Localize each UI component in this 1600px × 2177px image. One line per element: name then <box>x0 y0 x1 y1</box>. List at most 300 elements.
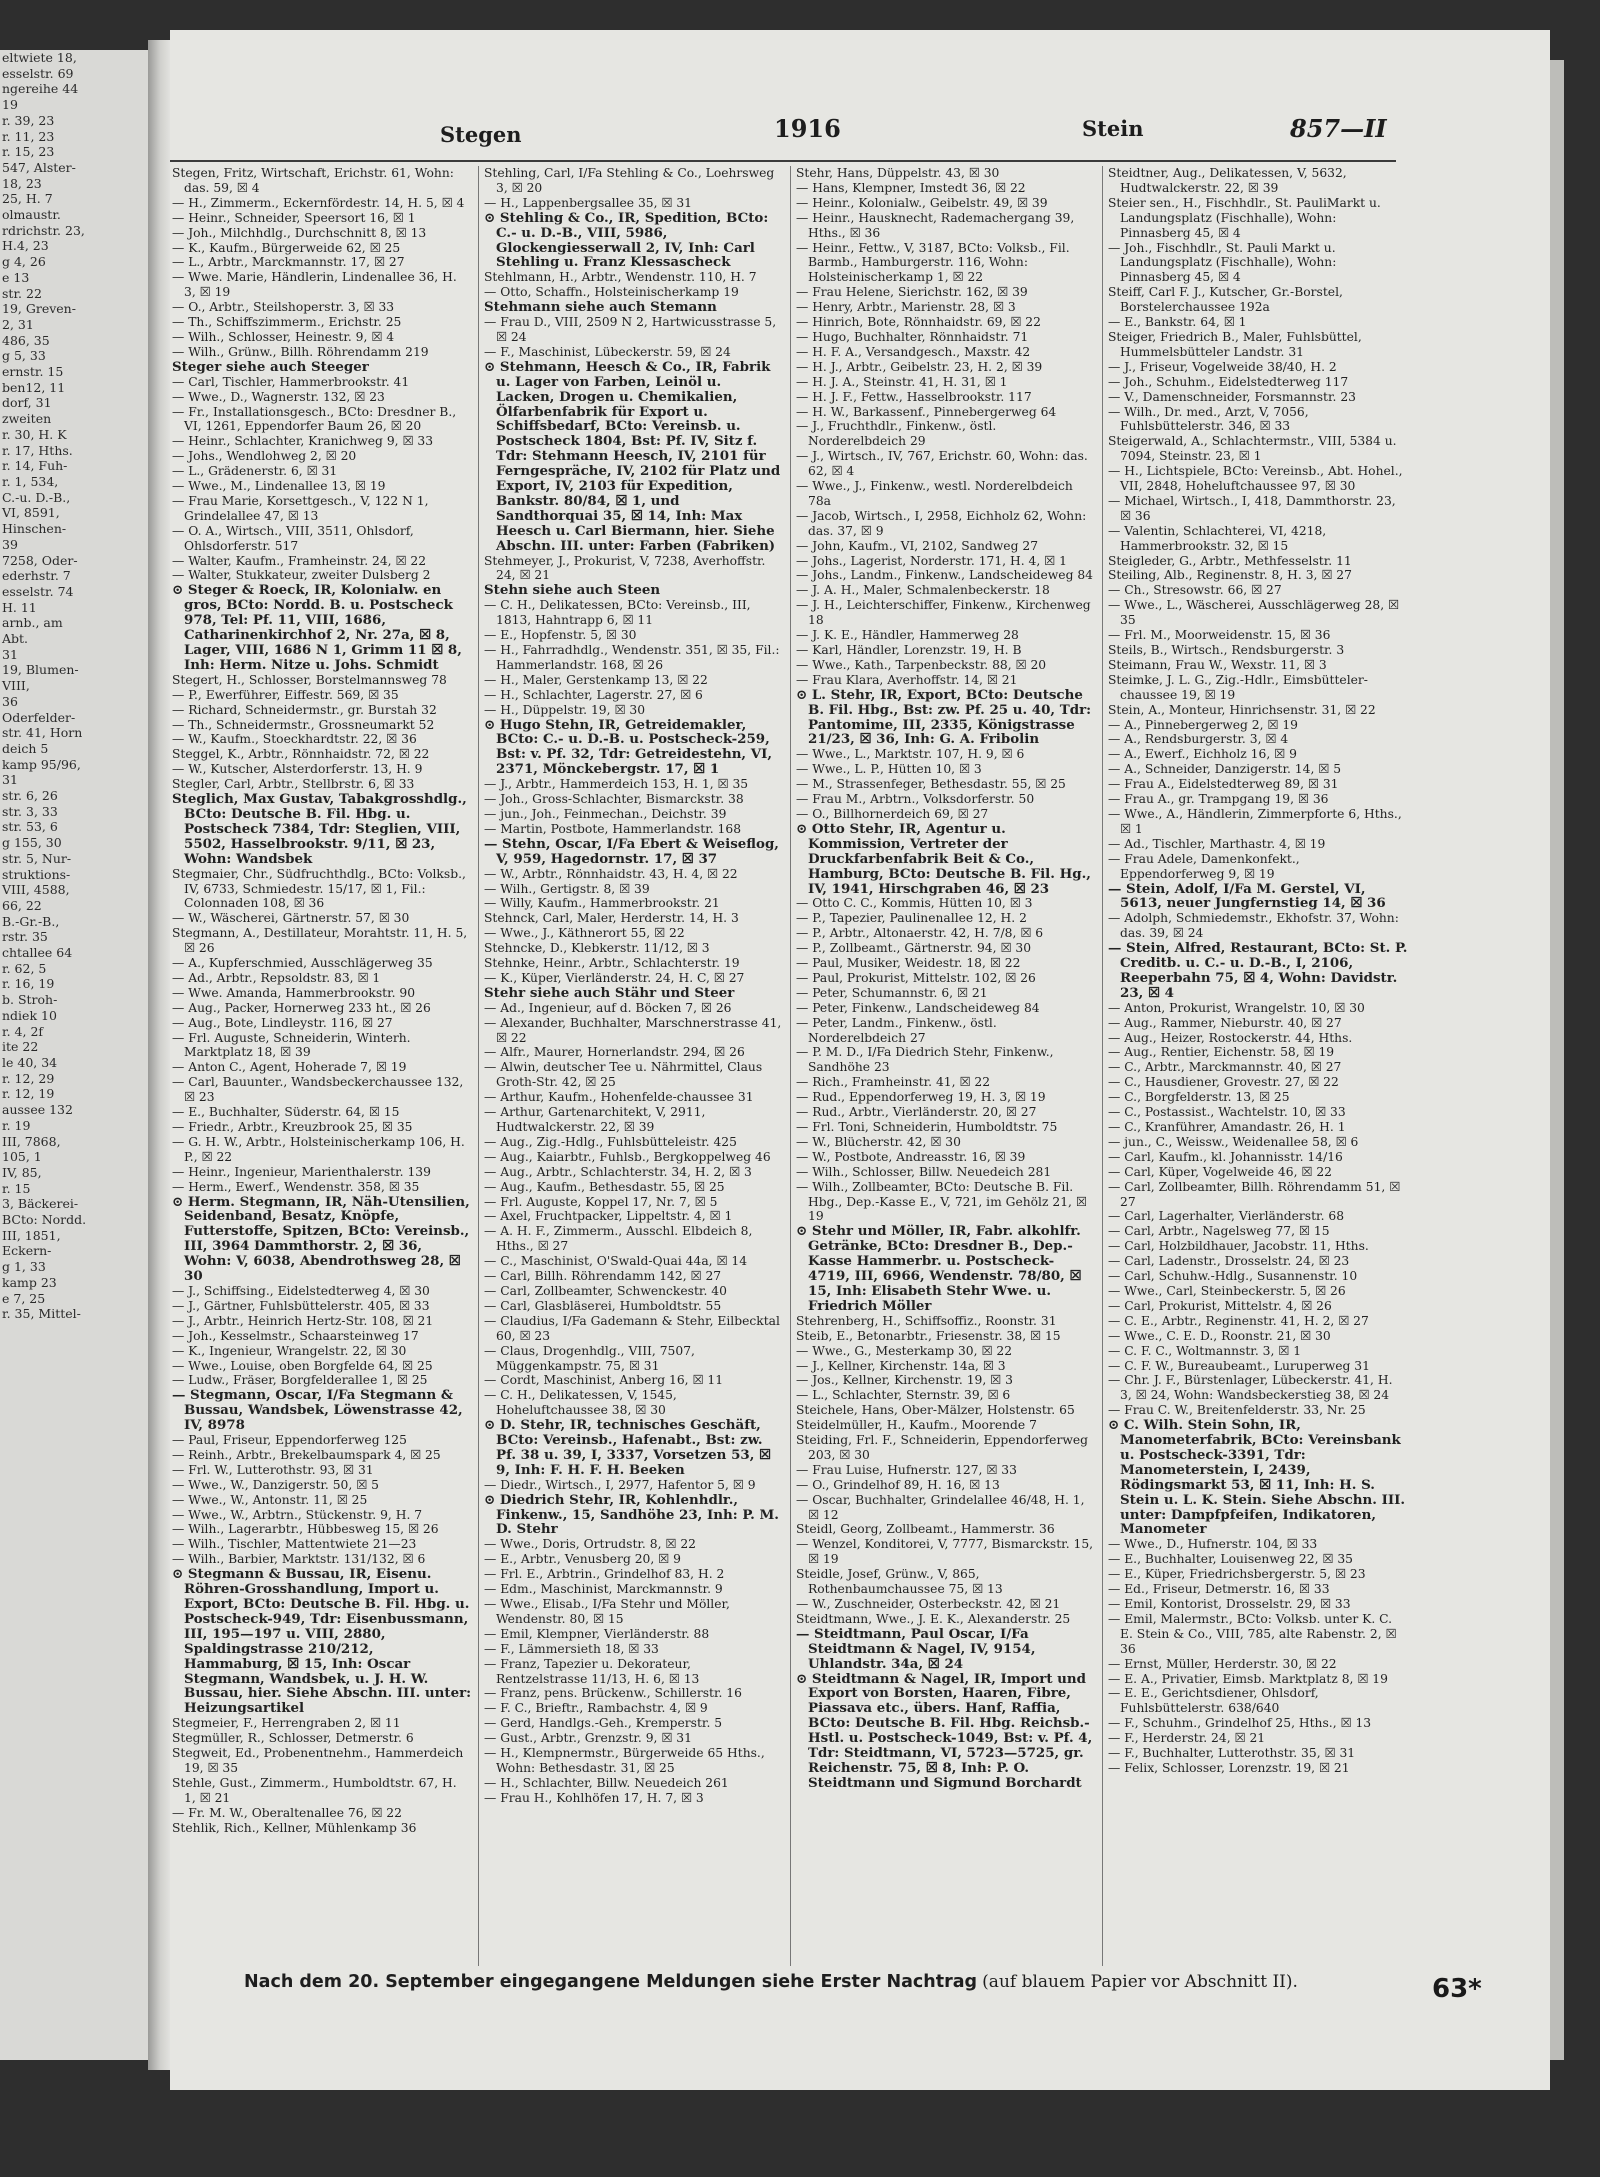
directory-entry: — J. A. H., Maler, Schmalenbeckerstr. 18 <box>796 583 1050 598</box>
directory-entry: — Wwe., Carl, Steinbeckerstr. 5, ☒ 26 <box>1108 1283 1346 1298</box>
directory-entry: Stehle, Gust., Zimmerm., Humboldtstr. 67, H. 1, ☒ 21 <box>172 1775 457 1805</box>
left-page-line: 66, 22 <box>2 897 42 913</box>
directory-entry: ⊙ C. Wilh. Stein Sohn, IR, Manometerfabrik, BCto: Vereinsbank u. Postscheck-3391, Tdr: Manometerstein, I, 2439, Rödingsmarkt 53, ☒ 11, Inh: H. S. Stein u. L. K. Stein. Siehe Abschn. III. unter: Dampfpfeifen, Indikatoren, Manometer <box>1108 1417 1406 1538</box>
left-page-line: str. 53, 6 <box>2 819 58 835</box>
directory-entry: — C. F. W., Bureaubeamt., Luruperweg 31 <box>1108 1358 1370 1373</box>
directory-entry: — Wilh., Grünw., Billh. Röhrendamm 219 <box>172 344 429 359</box>
left-page-line: 547, Alster- <box>2 159 76 175</box>
column-divider <box>1102 166 1103 1966</box>
directory-entry: Steib, E., Betonarbtr., Friesenstr. 38, ☒ 15 <box>796 1328 1061 1343</box>
directory-entry: — Franz, Tapezier u. Dekorateur, Rentzelstrasse 11/13, H. 6, ☒ 13 <box>484 1656 700 1686</box>
directory-entry: — E., Bankstr. 64, ☒ 1 <box>1108 315 1247 330</box>
directory-entry: — Carl, Ladenstr., Drosselstr. 24, ☒ 23 <box>1108 1254 1350 1269</box>
directory-entry: ⊙ Diedrich Stehr, IR, Kohlenhdlr., Finkenw., 15, Sandhöhe 23, Inh: P. M. D. Stehr <box>484 1491 779 1538</box>
directory-entry: Stegmann, A., Destillateur, Morahtstr. 11, H. 5, ☒ 26 <box>172 926 468 956</box>
directory-entry: — Aug., Kaufm., Bethesdastr. 55, ☒ 25 <box>484 1179 725 1194</box>
directory-entry: — Carl, Arbtr., Nagelsweg 77, ☒ 15 <box>1108 1224 1330 1239</box>
directory-entry: — F., Maschinist, Lübeckerstr. 59, ☒ 24 <box>484 344 731 359</box>
directory-entry: — Wwe., W., Danzigerstr. 50, ☒ 5 <box>172 1477 379 1492</box>
directory-entry: — Alfr., Maurer, Hornerlandstr. 294, ☒ 26 <box>484 1045 745 1060</box>
left-page-line: BCto: Nordd. <box>2 1212 87 1228</box>
directory-entry: Steimke, J. L. G., Zig.-Hdlr., Eimsbütteler-chaussee 19, ☒ 19 <box>1108 672 1368 702</box>
left-page-line: 31 <box>2 772 18 788</box>
directory-entry: ⊙ Stehmann, Heesch & Co., IR, Fabrik u. Lager von Farben, Leinöl u. Lacken, Drogen u. Chemikalien, Ölfarbenfabrik für Export u. Schiffsbedarf, BCto: Vereinsb. u. Postscheck 1804, Bst: Pf. IV, Sitz f. Tdr: Stehmann Heesch, IV, 2101 für Ferngespräche, IV, 2102 für Platz und Export, IV, 2103 für Expedition, Bankstr. 80/84, ☒ 1, und Sandthorquai 35, ☒ 14, Inh: Max Heesch u. Carl Biermann, hier. Siehe Abschn. III. unter: Farben (Fabriken) <box>484 358 781 554</box>
directory-entry: — C. E., Arbtr., Reginenstr. 41, H. 2, ☒ 27 <box>1108 1313 1369 1328</box>
directory-entry: — jun., C., Weissw., Weidenallee 58, ☒ 6 <box>1108 1134 1359 1149</box>
directory-entry: — Walter, Stukkateur, zweiter Dulsberg 2 <box>172 568 431 583</box>
directory-entry: — Wwe., L., Marktstr. 107, H. 9, ☒ 6 <box>796 747 1025 762</box>
directory-entry: Stehr, Hans, Düppelstr. 43, ☒ 30 <box>796 166 1000 180</box>
directory-entry: Steigerwald, A., Schlachtermstr., VIII, 5384 u. 7094, Steinstr. 23, ☒ 1 <box>1108 434 1397 464</box>
left-page-line: ndiek 10 <box>2 1007 57 1023</box>
directory-entry: — J., Schiffsing., Eidelstedterweg 4, ☒ 30 <box>172 1283 430 1298</box>
left-page-line: b. Stroh- <box>2 992 58 1008</box>
directory-entry: — Friedr., Arbtr., Kreuzbrook 25, ☒ 35 <box>172 1120 413 1134</box>
left-page-line: rstr. 35 <box>2 929 48 945</box>
directory-entry: — W., Blücherstr. 42, ☒ 30 <box>796 1134 961 1149</box>
left-page-line: B.-Gr.-B., <box>2 913 60 929</box>
directory-entry: — G. H. W., Arbtr., Holsteinischerkamp 106, H. P., ☒ 22 <box>172 1134 465 1164</box>
directory-entry: — Wwe., Elisab., I/Fa Stehr und Möller, Wendenstr. 80, ☒ 15 <box>484 1597 730 1626</box>
directory-entry: — Anton C., Agent, Hoherade 7, ☒ 19 <box>172 1060 407 1075</box>
directory-entry: — Henry, Arbtr., Marienstr. 28, ☒ 3 <box>796 300 1016 315</box>
directory-entry: — H. J. A., Steinstr. 41, H. 31, ☒ 1 <box>796 374 1008 389</box>
directory-entry: — Carl, Zollbeamter, Schwenckestr. 40 <box>484 1283 727 1298</box>
left-page-line: esselstr. 69 <box>2 65 74 81</box>
column-1 <box>172 166 472 1966</box>
left-page-line: H. 11 <box>2 599 37 615</box>
directory-entry: — Aug., Kaiarbtr., Fuhlsb., Bergkoppelweg 46 <box>484 1149 771 1164</box>
footer-notice-text: Nach dem 20. September eingegangene Meldungen siehe Erster Nachtrag <box>244 1972 978 1992</box>
directory-entry: — E., Buchhalter, Louisenweg 22, ☒ 35 <box>1108 1552 1353 1567</box>
directory-entry: — Th., Schneidermstr., Grossneumarkt 52 <box>172 717 435 732</box>
directory-entry: — E., Arbtr., Venusberg 20, ☒ 9 <box>484 1552 681 1567</box>
directory-entry: — Wenzel, Konditorei, V, 7777, Bismarckstr. 15, ☒ 19 <box>796 1537 1094 1567</box>
left-page-line: kamp 95/96, <box>2 756 81 772</box>
directory-entry: ⊙ Hugo Stehn, IR, Getreidemakler, BCto: C.- u. D.-B. u. Postscheck-259, Bst: v. Pf. 32, Tdr: Getreidestehn, VI, 2371, Mönckebergstr. 17, ☒ 1 <box>484 716 773 778</box>
directory-entry: — Martin, Postbote, Hammerlandstr. 168 <box>484 821 742 836</box>
directory-entry: — W., Kutscher, Alsterdorferstr. 13, H. 9 <box>172 762 423 777</box>
directory-entry: — H., Schlachter, Lagerstr. 27, ☒ 6 <box>484 687 703 702</box>
directory-entry: — Peter, Landm., Finkenw., östl. Norderelbdeich 27 <box>796 1015 997 1045</box>
left-page-line: str. 22 <box>2 285 42 301</box>
directory-entry: — Joh., Fischhdlr., St. Pauli Markt u. Landungsplatz (Fischhalle), Wohn: Pinnasberg 45, ☒ 4 <box>1108 240 1337 285</box>
directory-entry: — Wwe., M., Lindenallee 13, ☒ 19 <box>172 479 386 494</box>
left-page-line: r. 17, Hths. <box>2 442 73 458</box>
directory-entry: — Frau Klara, Averhoffstr. 14, ☒ 21 <box>796 672 1018 687</box>
directory-entry: — Heinr., Ingenieur, Marienthalerstr. 139 <box>172 1164 431 1179</box>
directory-entry: — Fr., Installationsgesch., BCto: Dresdner B., VI, 1261, Eppendorfer Baum 26, ☒ 20 <box>172 404 457 434</box>
left-page-line: Abt. <box>2 631 29 647</box>
directory-entry: — Michael, Wirtsch., I, 418, Dammthorstr. 23, ☒ 36 <box>1108 493 1396 523</box>
left-page-line: ite 22 <box>2 1039 39 1055</box>
directory-entry: — Johs., Lagerist, Norderstr. 171, H. 4, ☒ 1 <box>796 553 1067 568</box>
column-3 <box>796 166 1096 1966</box>
directory-entry: Steidtmann, Wwe., J. E. K., Alexanderstr. 25 <box>796 1611 1071 1626</box>
directory-entry: ⊙ L. Stehr, IR, Export, BCto: Deutsche B. Fil. Hbg., Bst: zw. Pf. 25 u. 40, Tdr: Pantomime, III, 2335, Königstrasse 21/23, ☒ 36, Inh: G. A. Fribolin <box>796 686 1092 748</box>
directory-entry: — Th., Schiffszimmerm., Erichstr. 25 <box>172 315 402 330</box>
directory-entry: — Wilh., Schlosser, Heinestr. 9, ☒ 4 <box>172 329 395 344</box>
left-page-line: struktions- <box>2 866 71 882</box>
directory-entry: ⊙ Steger & Roeck, IR, Kolonialw. en gros, BCto: Nordd. B. u. Postscheck 978, Tel: Pf. 11, VIII, 1686, Catharinenkirchhof 2, Nr. 27a, ☒ 8, Lager, VIII, 1686 N 1, Grimm 11 ☒ 8, Inh: Herm. Nitze u. Johs. Schmidt <box>172 582 462 673</box>
directory-entry: — Gerd, Handlgs.-Geh., Kremperstr. 5 <box>484 1716 723 1731</box>
directory-entry: — Karl, Händler, Lorenzstr. 19, H. B <box>796 643 1022 657</box>
directory-entry: — H. F. A., Versandgesch., Maxstr. 42 <box>796 344 1031 359</box>
directory-entry: — H., Fahrradhdlg., Wendenstr. 351, ☒ 35, Fil.: Hammerlandstr. 168, ☒ 26 <box>484 643 780 672</box>
directory-entry: — O., Grindelhof 89, H. 16, ☒ 13 <box>796 1477 1000 1492</box>
directory-entry: — Reinh., Arbtr., Brekelbaumspark 4, ☒ 25 <box>172 1447 441 1462</box>
directory-entry: — Heinr., Schneider, Speersort 16, ☒ 1 <box>172 210 416 225</box>
page-edge <box>1550 60 1564 2060</box>
directory-entry: — Wwe., W., Arbtrn., Stückenstr. 9, H. 7 <box>172 1507 423 1522</box>
left-page-line: 36 <box>2 693 18 709</box>
directory-entry: — Walter, Kaufm., Framheinstr. 24, ☒ 22 <box>172 553 427 568</box>
directory-entry: — Aug., Rammer, Nieburstr. 40, ☒ 27 <box>1108 1015 1342 1030</box>
directory-entry: — H., Zimmerm., Eckernfördestr. 14, H. 5, ☒ 4 <box>172 195 465 210</box>
directory-entry: — C., Kranführer, Amandastr. 26, H. 1 <box>1108 1120 1346 1134</box>
directory-entry: — Hinrich, Bote, Rönnhaidstr. 69, ☒ 22 <box>796 315 1041 330</box>
directory-entry: — Wilh., Lagerarbtr., Hübbesweg 15, ☒ 26 <box>172 1522 439 1537</box>
directory-entry: — Wilh., Tischler, Mattentwiete 21—23 <box>172 1537 417 1552</box>
directory-entry: ⊙ Herm. Stegmann, IR, Näh-Utensilien, Seidenband, Besatz, Knöpfe, Futterstoffe, Spitzen, BCto: Vereinsb., III, 3964 Dammthorstr. 2, ☒ 36, Wohn: V, 6038, Abendrothsweg 28, ☒ 30 <box>172 1193 470 1285</box>
directory-entry: — O., Arbtr., Steilshoperstr. 3, ☒ 33 <box>172 300 395 315</box>
left-page-line: 486, 35 <box>2 332 50 348</box>
directory-entry: — H. J., Arbtr., Geibelstr. 23, H. 2, ☒ 39 <box>796 359 1043 374</box>
directory-entry: Steiff, Carl F. J., Kutscher, Gr.-Borstel, Borstelerchaussee 192a <box>1108 285 1343 315</box>
directory-entry: — Valentin, Schlachterei, VI, 4218, Hammerbrookstr. 32, ☒ 15 <box>1108 523 1327 553</box>
directory-entry: — Ed., Friseur, Detmerstr. 16, ☒ 33 <box>1108 1582 1330 1597</box>
directory-entry: — F., Buchhalter, Lutterothstr. 35, ☒ 31 <box>1108 1746 1356 1761</box>
directory-entry: — Wwe., J., Käthnerort 55, ☒ 22 <box>484 926 685 941</box>
directory-entry: — Frau Marie, Korsettgesch., V, 122 N 1, Grindelallee 47, ☒ 13 <box>172 493 429 523</box>
footer-notice-tail: (auf blauem Papier vor Abschnitt II). <box>982 1972 1298 1992</box>
left-page-line: ngereihe 44 <box>2 81 79 97</box>
directory-entry: — H., Lichtspiele, BCto: Vereinsb., Abt. Hohel., VII, 2848, Hoheluftchaussee 97, ☒ 30 <box>1108 464 1403 494</box>
directory-entry: — Chr. J. F., Bürstenlager, Lübeckerstr. 41, H. 3, ☒ 24, Wohn: Wandsbeckerstieg 38, ☒ 24 <box>1108 1373 1393 1403</box>
directory-entry: — Heinr., Schlachter, Kranichweg 9, ☒ 33 <box>172 434 434 449</box>
directory-entry: Stehmeyer, J., Prokurist, V, 7238, Averhoffstr. 24, ☒ 21 <box>484 553 766 583</box>
directory-entry: — Wilh., Gertigstr. 8, ☒ 39 <box>484 881 650 896</box>
directory-entry: — Aug., Zig.-Hdlg., Fuhlsbütteleistr. 425 <box>484 1134 737 1149</box>
directory-entry: — Stehn, Oscar, I/Fa Ebert & Weiseflog, V, 959, Hagedornstr. 17, ☒ 37 <box>484 835 779 867</box>
directory-entry: — E., Buchhalter, Süderstr. 64, ☒ 15 <box>172 1105 400 1120</box>
directory-entry: — W., Arbtr., Rönnhaidstr. 43, H. 4, ☒ 22 <box>484 866 738 881</box>
directory-entry: — Carl, Tischler, Hammerbrookstr. 41 <box>172 374 410 389</box>
directory-entry: Steglich, Max Gustav, Tabakgrosshdlg., BCto: Deutsche B. Fil. Hbg. u. Postscheck 7384, Tdr: Steglien, VIII, 5502, Hasselbrookstr. 9/11, ☒ 23, Wohn: Wandsbek <box>172 791 467 867</box>
header-rule <box>170 160 1396 162</box>
left-page-line: r. 11, 23 <box>2 128 55 144</box>
directory-entry: — J., Wirtsch., IV, 767, Erichstr. 60, Wohn: das. 62, ☒ 4 <box>796 449 1088 479</box>
directory-entry: — Wwe., Doris, Ortrudstr. 8, ☒ 22 <box>484 1537 696 1552</box>
directory-entry: Stehnck, Carl, Maler, Herderstr. 14, H. 3 <box>484 911 739 926</box>
directory-entry: — C., Maschinist, O'Swald-Quai 44a, ☒ 14 <box>484 1254 748 1269</box>
directory-entry: — Rud., Arbtr., Vierländerstr. 20, ☒ 27 <box>796 1105 1037 1120</box>
left-page-line: g 155, 30 <box>2 835 62 851</box>
directory-entry: Steiling, Alb., Reginenstr. 8, H. 3, ☒ 27 <box>1108 568 1352 583</box>
directory-entry: ⊙ D. Stehr, IR, technisches Geschäft, BCto: Vereinsb., Hafenabt., Bst: zw. Pf. 38 u. 39, I, 3337, Vorsetzen 53, ☒ 9, Inh: F. H. F. H. Beeken <box>484 1417 772 1478</box>
left-page-line: r. 62, 5 <box>2 960 47 976</box>
directory-entry: ⊙ Stehr und Möller, IR, Fabr. alkohlfr. Getränke, BCto: Dresdner B., Dep.-Kasse Hammerbr. u. Postscheck-4719, III, 6966, Wendenstr. 78/80, ☒ 15, Inh: Elisabeth Stehr Wwe. u. Friedrich Möller <box>796 1223 1082 1314</box>
directory-entry: Steidelmüller, H., Kaufm., Moorende 7 <box>796 1418 1037 1433</box>
directory-entry: Stegler, Carl, Arbtr., Stellbrstr. 6, ☒ 33 <box>172 777 415 792</box>
directory-entry: Steiding, Frl. F., Schneiderin, Eppendorferweg 203, ☒ 30 <box>796 1433 1089 1462</box>
directory-entry: — Wilh., Zollbeamter, BCto: Deutsche B. Fil. Hbg., Dep.-Kasse E., V, 721, im Gehölz 21, ☒ 19 <box>796 1179 1087 1224</box>
directory-entry: — Jos., Kellner, Kirchenstr. 19, ☒ 3 <box>796 1373 1013 1388</box>
directory-entry: — Oscar, Buchhalter, Grindelallee 46/48, H. 1, ☒ 12 <box>796 1492 1085 1522</box>
directory-entry: — Johs., Landm., Finkenw., Landscheideweg 84 <box>796 568 1093 583</box>
directory-entry: — Edm., Maschinist, Marckmannstr. 9 <box>484 1582 723 1597</box>
directory-entry: — Paul, Musiker, Weidestr. 18, ☒ 22 <box>796 956 1021 971</box>
directory-entry: — Wwe., J., Finkenw., westl. Norderelbdeich 78a <box>796 479 1073 508</box>
left-page-line: arnb., am <box>2 615 63 631</box>
directory-entry: — P., Tapezier, Paulinenallee 12, H. 2 <box>796 911 1027 926</box>
left-page-line: 105, 1 <box>2 1149 42 1165</box>
directory-entry: — J., Friseur, Vogelweide 38/40, H. 2 <box>1108 359 1337 374</box>
left-page-line: 2, 31 <box>2 316 34 332</box>
directory-entry: — A., Pinnebergerweg 2, ☒ 19 <box>1108 717 1298 732</box>
left-page-line: chtallee 64 <box>2 945 73 961</box>
left-page-line: esselstr. 74 <box>2 583 74 599</box>
directory-entry: — Arthur, Gartenarchitekt, V, 2911, Hudtwalckerstr. 22, ☒ 39 <box>484 1105 706 1134</box>
left-page-line: str. 5, Nur- <box>2 850 72 866</box>
left-page-line: III, 7868, <box>2 1133 61 1149</box>
directory-entry: — Peter, Finkenw., Landscheideweg 84 <box>796 1000 1040 1015</box>
directory-entry: — Wwe., D., Hufnerstr. 104, ☒ 33 <box>1108 1537 1318 1552</box>
left-page-line: r. 30, H. K <box>2 426 67 442</box>
directory-entry: Steichele, Hans, Ober-Mälzer, Holstenstr. 65 <box>796 1403 1075 1418</box>
directory-entry: — Wwe., L. P., Hütten 10, ☒ 3 <box>796 762 982 777</box>
directory-entry: — O., Billhornerdeich 69, ☒ 27 <box>796 806 989 821</box>
directory-entry: — W., Wäscherei, Gärtnerstr. 57, ☒ 30 <box>172 911 410 926</box>
directory-entry: — E., Küper, Friedrichsbergerstr. 5, ☒ 23 <box>1108 1567 1366 1582</box>
footer-notice <box>244 1972 1394 2012</box>
directory-entry: — Frau M., Arbtrn., Volksdorferstr. 50 <box>796 792 1035 807</box>
left-page-line: 39 <box>2 536 18 552</box>
directory-entry: Steggel, K., Arbtr., Rönnhaidstr. 72, ☒ 22 <box>172 747 430 762</box>
directory-entry: — J. K. E., Händler, Hammerweg 28 <box>796 628 1019 643</box>
directory-entry: — Carl, Billh. Röhrendamm 142, ☒ 27 <box>484 1269 722 1284</box>
directory-entry: — Paul, Prokurist, Mittelstr. 102, ☒ 26 <box>796 970 1036 985</box>
left-page-line: 25, H. 7 <box>2 191 53 207</box>
directory-entry: Stehling, Carl, I/Fa Stehling & Co., Loehrsweg 3, ☒ 20 <box>484 166 775 195</box>
directory-entry: Stegen, Fritz, Wirtschaft, Erichstr. 61, Wohn: das. 59, ☒ 4 <box>172 166 454 195</box>
directory-entry: — Emil, Malermstr., BCto: Volksb. unter K. C. E. Stein & Co., VIII, 785, alte Rabenstr. 2, ☒ 36 <box>1108 1611 1397 1656</box>
left-page-line: III, 1851, <box>2 1227 61 1243</box>
left-page-line: r. 1, 534, <box>2 473 59 489</box>
directory-entry: — Wwe. Amanda, Hammerbrookstr. 90 <box>172 985 416 1000</box>
left-page-line: r. 12, 19 <box>2 1086 55 1102</box>
directory-entry: — Diedr., Wirtsch., I, 2977, Hafentor 5, ☒ 9 <box>484 1477 756 1492</box>
left-page-line: g 1, 33 <box>2 1259 46 1275</box>
directory-entry: — Frau A., gr. Trampgang 19, ☒ 36 <box>1108 792 1329 807</box>
directory-entry: ⊙ Stegmann & Bussau, IR, Eisenu. Röhren-Grosshandlung, Import u. Export, BCto: Deutsche B. Fil. Hbg. u. Postscheck-949, Tdr: Eisenbussmann, III, 195—197 u. VIII, 2880, Spaldingstrasse 210/212, Hammaburg, ☒ 15, Inh: Oscar Stegmann, Wandsbek, u. J. H. W. Bussau, hier. Siehe Abschn. III. unter: Heizungsartikel <box>172 1566 472 1717</box>
directory-entry: — Wwe., W., Antonstr. 11, ☒ 25 <box>172 1492 368 1507</box>
directory-entry: — Adolph, Schmiedemstr., Ekhofstr. 37, Wohn: das. 39, ☒ 24 <box>1108 911 1399 941</box>
directory-entry: — Frl. Auguste, Schneiderin, Winterh. Marktplatz 18, ☒ 39 <box>172 1030 411 1060</box>
directory-entry: — Frl. Auguste, Koppel 17, Nr. 7, ☒ 5 <box>484 1194 718 1209</box>
directory-entry: — Rud., Eppendorferweg 19, H. 3, ☒ 19 <box>796 1090 1046 1105</box>
left-page-line: r. 35, Mittel- <box>2 1306 81 1322</box>
directory-entry: — Carl, Bauunter., Wandsbeckerchaussee 132, ☒ 23 <box>172 1075 464 1105</box>
directory-entry: — Stegmann, Oscar, I/Fa Stegmann & Bussau, Wandsbek, Löwenstrasse 42, IV, 8978 <box>172 1387 463 1434</box>
directory-entry: Stegweit, Ed., Probenentnehm., Hammerdeich 19, ☒ 35 <box>172 1746 464 1775</box>
directory-entry: — Cordt, Maschinist, Anberg 16, ☒ 11 <box>484 1373 724 1388</box>
directory-entry: — Carl, Prokurist, Mittelstr. 4, ☒ 26 <box>1108 1298 1332 1313</box>
left-page-line: rdrichstr. 23, <box>2 222 85 238</box>
directory-entry: — C., Postassist., Wachtelstr. 10, ☒ 33 <box>1108 1105 1346 1120</box>
directory-entry: — Wwe., Louise, oben Borgfelde 64, ☒ 25 <box>172 1358 433 1373</box>
directory-entry: ⊙ Steidtmann & Nagel, IR, Import und Export von Borsten, Haaren, Fibre, Piassava etc., übers. Hanf, Raffia, BCto: Deutsche B. Fil. Hbg. Reichsb.-Hstl. u. Postscheck-1049, Bst: v. Pf. 4, Tdr: Steidtmann, VI, 5723—5725, gr. Reichenstr. 75, ☒ 8, Inh: P. O. Steidtmann und Sigmund Borchardt <box>796 1670 1093 1791</box>
directory-entry: — Richard, Schneidermstr., gr. Burstah 32 <box>172 702 437 717</box>
left-page-line: deich 5 <box>2 740 49 756</box>
left-page-line: ben12, 11 <box>2 379 66 395</box>
directory-entry: — H., Lappenbergsallee 35, ☒ 31 <box>484 195 693 210</box>
directory-entry: — O. A., Wirtsch., VIII, 3511, Ohlsdorf, Ohlsdorferstr. 517 <box>172 523 414 553</box>
directory-entry: — Carl, Holzbildhauer, Jacobstr. 11, Hths. <box>1108 1239 1369 1254</box>
left-page-line: str. 6, 26 <box>2 788 58 804</box>
directory-entry: — F., Lämmersieth 18, ☒ 33 <box>484 1641 659 1656</box>
directory-entry: — A., Schneider, Danzigerstr. 14, ☒ 5 <box>1108 762 1342 777</box>
directory-entry: — J., Fruchthdlr., Finkenw., östl. Norderelbdeich 29 <box>796 419 997 449</box>
directory-entry: — Joh., Schuhm., Eidelstedterweg 117 <box>1108 374 1349 389</box>
directory-entry: — Stein, Alfred, Restaurant, BCto: St. P. Creditb. u. C.- u. D.-B., I, 2106, Reeperbahn 75, ☒ 4, Wohn: Davidstr. 23, ☒ 4 <box>1108 940 1408 1001</box>
directory-entry: — Herm., Ewerf., Wendenstr. 358, ☒ 35 <box>172 1179 420 1194</box>
directory-entry: — Claudius, I/Fa Gademann & Stehr, Eilbecktal 60, ☒ 23 <box>484 1313 780 1343</box>
left-page-line: Oderfelder- <box>2 709 76 725</box>
directory-entry: — F., Schuhm., Grindelhof 25, Hths., ☒ 13 <box>1108 1716 1372 1731</box>
directory-entry: — H., Maler, Gerstenkamp 13, ☒ 22 <box>484 672 708 687</box>
directory-entry: — P., Ewerführer, Eiffestr. 569, ☒ 35 <box>172 687 399 702</box>
directory-entry: — Frau Helene, Sierichstr. 162, ☒ 39 <box>796 285 1028 300</box>
directory-entry: Stehn siehe auch Steen <box>484 582 661 599</box>
directory-entry: — E., Hopfenstr. 5, ☒ 30 <box>484 628 637 643</box>
directory-entry: — Alwin, deutscher Tee u. Nährmittel, Claus Groth-Str. 42, ☒ 25 <box>484 1060 763 1090</box>
directory-entry: — Frl. W., Lutterothstr. 93, ☒ 31 <box>172 1462 374 1477</box>
directory-entry: — Ad., Ingenieur, auf d. Böcken 7, ☒ 26 <box>484 1000 732 1015</box>
directory-entry: — Aug., Heizer, Rostockerstr. 44, Hths. <box>1108 1030 1353 1045</box>
directory-entry: — Jacob, Wirtsch., I, 2958, Eichholz 62, Wohn: das. 37, ☒ 9 <box>796 508 1087 538</box>
left-page-line: Hinschen- <box>2 521 67 537</box>
left-page-line: Eckern- <box>2 1243 52 1259</box>
directory-entry: — Carl, Kaufm., kl. Johannisstr. 14/16 <box>1108 1149 1343 1164</box>
directory-entry: — K., Küper, Vierländerstr. 24, H. C, ☒ 27 <box>484 970 745 985</box>
directory-entry: — V., Damenschneider, Forsmannstr. 23 <box>1108 389 1356 404</box>
directory-entry: Steidl, Georg, Zollbeamt., Hammerstr. 36 <box>796 1522 1055 1537</box>
directory-entry: Steidtner, Aug., Delikatessen, V, 5632, Hudtwalckerstr. 22, ☒ 39 <box>1108 166 1347 195</box>
left-page-line: r. 15 <box>2 1180 31 1196</box>
left-page-line: H.4, 23 <box>2 238 49 254</box>
left-page-line: 18, 23 <box>2 175 42 191</box>
left-page-line: r. 16, 19 <box>2 976 55 992</box>
directory-entry: — Carl, Küper, Vogelweide 46, ☒ 22 <box>1108 1164 1332 1179</box>
directory-entry: — Aug., Rentier, Eichenstr. 58, ☒ 19 <box>1108 1045 1335 1060</box>
directory-entry: — C. H., Delikatessen, BCto: Vereinsb., III, 1813, Hahntrapp 6, ☒ 11 <box>484 598 751 628</box>
left-page-line: r. 19 <box>2 1117 31 1133</box>
directory-entry: — Carl, Lagerhalter, Vierländerstr. 68 <box>1108 1209 1345 1224</box>
directory-entry: ⊙ Otto Stehr, IR, Agentur u. Kommission, Vertreter der Druckfarbenfabrik Beit & Co., Hamburg, BCto: Deutsche B. Fil. Hg., IV, 1941, Hirschgraben 46, ☒ 23 <box>796 820 1091 897</box>
directory-entry: ⊙ Stehling & Co., IR, Spedition, BCto: C.- u. D.-B., VIII, 5986, Glockengiesserwall 2, IV, Inh: Carl Stehling u. Franz Klessascheck <box>484 209 769 271</box>
left-page-line: 19 <box>2 97 18 113</box>
directory-entry: — H., Düppelstr. 19, ☒ 30 <box>484 702 646 717</box>
directory-entry: — Wilh., Barbier, Marktstr. 131/132, ☒ 6 <box>172 1552 426 1567</box>
directory-entry: — W., Postbote, Andreasstr. 16, ☒ 39 <box>796 1149 1026 1164</box>
directory-entry: — Emil, Klempner, Vierländerstr. 88 <box>484 1626 710 1641</box>
left-page-line: VIII, <box>2 678 30 694</box>
directory-entry: — W., Kaufm., Stoeckhardtstr. 22, ☒ 36 <box>172 732 417 747</box>
directory-entry: — Wwe., D., Wagnerstr. 132, ☒ 23 <box>172 389 385 404</box>
left-page-line: ederhstr. 7 <box>2 568 71 584</box>
directory-entry: — Wwe. Marie, Händlerin, Lindenallee 36, H. 3, ☒ 19 <box>172 270 457 300</box>
left-page-line: 3, Bäckerei- <box>2 1196 79 1212</box>
directory-entry: — P., Zollbeamt., Gärtnerstr. 94, ☒ 30 <box>796 941 1032 956</box>
directory-entry: — Wilh., Schlosser, Billw. Neuedeich 281 <box>796 1164 1052 1179</box>
page-header <box>170 112 1550 156</box>
directory-entry: — Alexander, Buchhalter, Marschnerstrasse 41, ☒ 22 <box>484 1015 782 1045</box>
directory-entry: — Frau D., VIII, 2509 N 2, Hartwicusstrasse 5, ☒ 24 <box>484 315 777 344</box>
directory-entry: — Ad., Tischler, Marthastr. 4, ☒ 19 <box>1108 836 1326 851</box>
directory-entry: — A., Ewerf., Eichholz 16, ☒ 9 <box>1108 747 1297 762</box>
sheet-number: 63* <box>1432 1974 1482 2004</box>
left-page-fragment <box>0 50 148 2060</box>
directory-entry: — F. C., Brieftr., Rambachstr. 4, ☒ 9 <box>484 1701 708 1716</box>
directory-entry: — C. H., Delikatessen, V, 1545, Hoheluftchaussee 38, ☒ 30 <box>484 1388 677 1418</box>
book-gutter <box>148 40 170 2070</box>
directory-entry: — Anton, Prokurist, Wrangelstr. 10, ☒ 30 <box>1108 1000 1365 1015</box>
directory-entry: — E. A., Privatier, Eimsb. Marktplatz 8, ☒ 19 <box>1108 1671 1388 1686</box>
directory-entry: Steiger, Friedrich B., Maler, Fuhlsbüttel, Hummelsbütteler Landstr. 31 <box>1108 329 1362 359</box>
directory-entry: — Frau Adele, Damenkonfekt., Eppendorferweg 9, ☒ 19 <box>1108 851 1300 881</box>
column-4 <box>1108 166 1408 1966</box>
left-page-line: 31 <box>2 646 18 662</box>
directory-entry: Stehr siehe auch Stähr und Steer <box>484 984 735 1001</box>
directory-entry: — Axel, Fruchtpacker, Lippeltstr. 4, ☒ 1 <box>484 1209 733 1224</box>
directory-entry: — Wwe., G., Mesterkamp 30, ☒ 22 <box>796 1343 1013 1358</box>
directory-entry: — John, Kaufm., VI, 2102, Sandweg 27 <box>796 538 1039 553</box>
directory-entry: — Gust., Arbtr., Grenzstr. 9, ☒ 31 <box>484 1731 692 1746</box>
directory-entry: — K., Ingenieur, Wrangelstr. 22, ☒ 30 <box>172 1343 407 1358</box>
directory-entry: — Wwe., Kath., Tarpenbeckstr. 88, ☒ 20 <box>796 657 1047 672</box>
directory-entry: — Carl, Schuhw.-Hdlg., Susannenstr. 10 <box>1108 1269 1358 1284</box>
directory-entry: — Heinr., Kolonialw., Geibelstr. 49, ☒ 39 <box>796 195 1048 210</box>
directory-entry: — Frau A., Eidelstedterweg 89, ☒ 31 <box>1108 777 1339 792</box>
header-year: 1916 <box>774 114 841 143</box>
directory-entry: — L., Arbtr., Marckmannstr. 17, ☒ 27 <box>172 255 405 270</box>
directory-entry: — Aug., Bote, Lindleystr. 116, ☒ 27 <box>172 1015 393 1030</box>
left-page-line: r. 15, 23 <box>2 144 55 160</box>
left-page-line: C.-u. D.-B., <box>2 489 71 505</box>
directory-entry: — A., Rendsburgerstr. 3, ☒ 4 <box>1108 732 1289 747</box>
directory-entry: Steger siehe auch Steeger <box>172 358 369 375</box>
directory-entry: — P. M. D., I/Fa Diedrich Stehr, Finkenw., Sandhöhe 23 <box>796 1045 1054 1075</box>
directory-entry: Stegert, H., Schlosser, Borstelmannsweg 78 <box>172 672 447 687</box>
directory-entry: Stegmüller, R., Schlosser, Detmerstr. 6 <box>172 1731 414 1746</box>
directory-entry: — J., Arbtr., Heinrich Hertz-Str. 108, ☒ 21 <box>172 1313 434 1328</box>
directory-entry: — Carl, Glasbläserei, Humboldtstr. 55 <box>484 1298 722 1313</box>
directory-entry: — Wwe., L., Wäscherei, Ausschlägerweg 28, ☒ 35 <box>1108 598 1400 628</box>
directory-entry: — J., Kellner, Kirchenstr. 14a, ☒ 3 <box>796 1358 1006 1373</box>
directory-entry: — J., Arbtr., Hammerdeich 153, H. 1, ☒ 35 <box>484 777 749 792</box>
directory-entry: — C. F. C., Woltmannstr. 3, ☒ 1 <box>1108 1343 1302 1358</box>
directory-entry: — Otto C. C., Kommis, Hütten 10, ☒ 3 <box>796 896 1033 911</box>
directory-entry: — Frl. Toni, Schneiderin, Humboldtstr. 75 <box>796 1120 1058 1134</box>
directory-entry: — Frau Luise, Hufnerstr. 127, ☒ 33 <box>796 1462 1017 1477</box>
directory-entry: — Heinr., Fettw., V, 3187, BCto: Volksb., Fil. Barmb., Hamburgerstr. 116, Wohn: Holsteinischerkamp 1, ☒ 22 <box>796 240 1070 285</box>
directory-entry: Stehlmann, H., Arbtr., Wendenstr. 110, H. 7 <box>484 270 757 285</box>
directory-entry: Steigleder, G., Arbtr., Methfesselstr. 11 <box>1108 553 1352 568</box>
directory-entry: Stegmeier, F., Herrengraben 2, ☒ 11 <box>172 1716 401 1731</box>
left-page-line: olmaustr. <box>2 207 61 223</box>
directory-entry: — Frau C. W., Breitenfelderstr. 33, Nr. 25 <box>1108 1403 1366 1418</box>
